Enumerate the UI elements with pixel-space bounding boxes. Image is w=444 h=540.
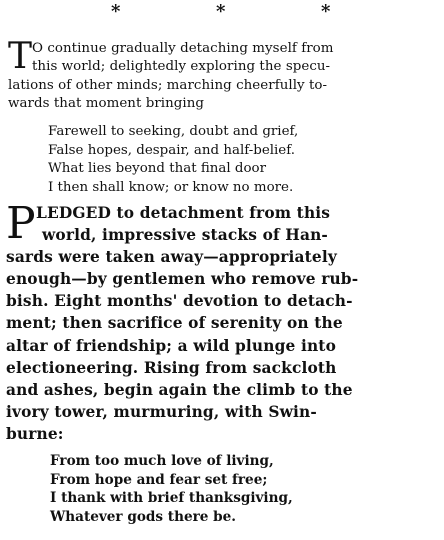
paragraph-pledged <box>6 198 438 445</box>
paragraph-line: lations of other minds; marching cheerfully to- <box>8 77 328 93</box>
verse-line: Whatever gods there be. <box>50 508 237 525</box>
section-separator <box>0 2 444 22</box>
verse-line: From too much love of living, <box>50 453 274 469</box>
paragraph-line: and ashes, begin again the climb to the <box>6 380 353 399</box>
paragraph-line: wards that moment bringing <box>8 96 205 112</box>
paragraph-detaching <box>8 36 438 114</box>
verse-farewell <box>48 123 298 197</box>
verse-line: I thank with brief thanksgiving, <box>50 490 293 506</box>
verse-line: From hope and fear set free; <box>50 471 268 488</box>
paragraph-line: LEDGED to detachment from this <box>36 204 331 222</box>
paragraph-line: this world; delightedly exploring the specu- <box>32 59 331 75</box>
asterisk-ornament: * <box>321 1 331 22</box>
asterisk-ornament: * <box>111 1 121 22</box>
paragraph-line: burne: <box>6 424 64 443</box>
paragraph-line: bish. Eight months' devotion to detach- <box>6 292 353 311</box>
asterisk-ornament: * <box>216 1 226 22</box>
paragraph-line: ivory tower, murmuring, with Swin- <box>6 402 317 421</box>
verse-line: Farewell to seeking, doubt and grief, <box>48 124 299 139</box>
paragraph-line: enough—by gentlemen who remove rub- <box>6 270 359 289</box>
drop-cap: T <box>8 36 33 77</box>
verse-line: False hopes, despair, and half-belief. <box>48 142 295 158</box>
verse-swinburne <box>50 452 293 526</box>
drop-cap: P <box>6 198 36 249</box>
paragraph-line: altar of friendship; a wild plunge into <box>6 336 336 355</box>
paragraph-line: electioneering. Rising from sackcloth <box>6 358 337 377</box>
paragraph-line: world, impressive stacks of Han- <box>42 226 328 245</box>
paragraph-line: O continue gradually detaching myself from <box>32 41 334 56</box>
paragraph-line: ment; then sacrifice of serenity on the <box>6 314 343 333</box>
verse-line: What lies beyond that final door <box>48 161 267 177</box>
paragraph-line: sards were taken away—appropriately <box>6 248 337 267</box>
verse-line: I then shall know; or know no more. <box>48 179 294 195</box>
